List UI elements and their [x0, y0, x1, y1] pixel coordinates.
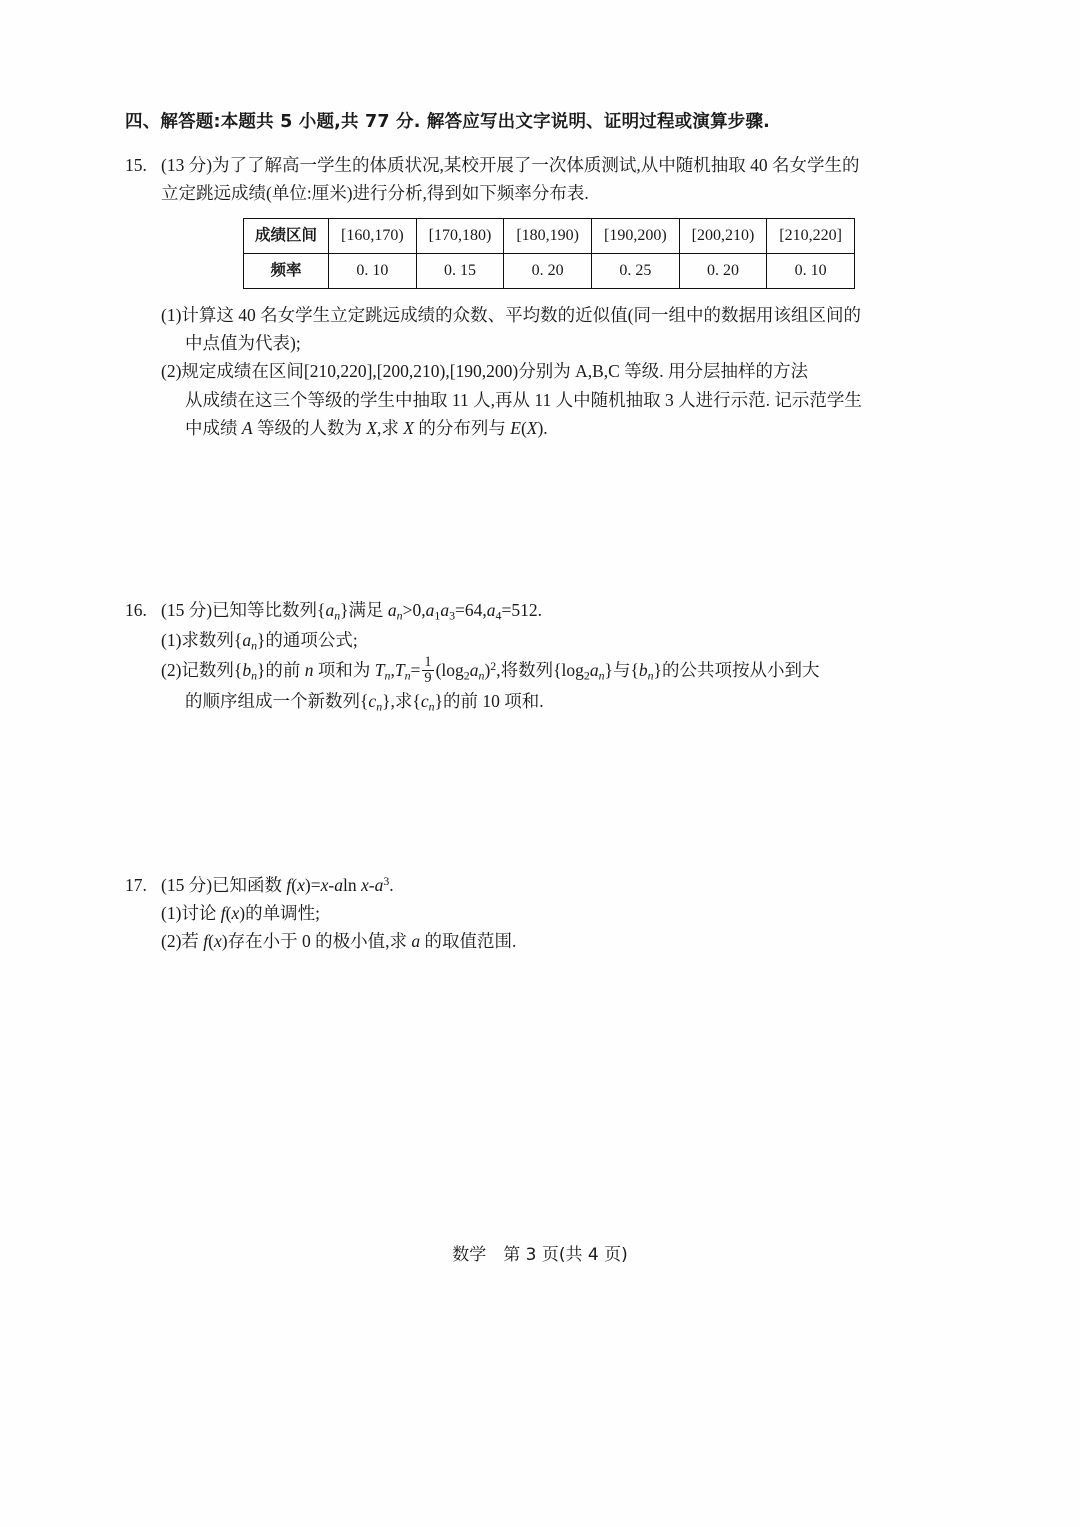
question-16-number: 16.	[125, 600, 147, 621]
section-heading: 四、解答题:本题共 5 小题,共 77 分. 解答应写出文字说明、证明过程或演算步骤.	[125, 112, 771, 132]
table-header-interval: 成绩区间	[244, 218, 329, 253]
question-17-stem	[125, 871, 955, 899]
q16p2-tn-formula: $T_n,T_n=$ $\frac{1}{9}$ $(\log_2a_n)^2$	[374, 654, 497, 687]
question-15-part-2-text-1: 规定成绩在区间[210,220],[200,210),[190,200)分别为 A,B,C 等级. 用分层抽样的方法	[181, 361, 808, 382]
q15p2-var-a: A	[241, 418, 253, 439]
q16p2-seq-b: $\{b_n\}$	[233, 659, 266, 682]
question-16-stem	[125, 596, 955, 626]
question-15-part-2-line-3	[125, 414, 955, 442]
question-15	[125, 151, 955, 442]
q15p2-l3-tail: (X).	[520, 418, 548, 439]
q16p2-set-c2: $\{c_n\}$	[412, 691, 443, 714]
question-16-part-1-label: (1)	[161, 630, 182, 651]
q16p2-b: 的前	[265, 659, 305, 680]
table-cell-bin-4: [200,210)	[679, 218, 767, 253]
table-cell-freq-5: 0. 10	[767, 253, 855, 288]
question-17-part-1-text: 讨论 f(x)的单调性;	[181, 903, 320, 924]
table-cell-freq-0: 0. 10	[329, 253, 417, 288]
question-16-part-1	[125, 626, 955, 656]
table-cell-freq-1: 0. 15	[416, 253, 504, 288]
q16p2-set-log: $\{\log_2a_n\}$	[553, 659, 613, 682]
question-17-score: (15 分)	[161, 874, 213, 895]
question-15-score: (13 分)	[161, 155, 213, 175]
question-15-stem-line-2: 立定跳远成绩(单位:厘米)进行分析,得到如下频率分布表.	[161, 183, 589, 204]
question-16-score: (15 分)	[161, 600, 213, 621]
table-cell-bin-0: [160,170)	[329, 218, 417, 253]
frequency-table-wrapper	[243, 218, 955, 289]
q16p2-set-c: $\{c_n\}$	[360, 691, 391, 714]
table-cell-freq-2: 0. 20	[504, 253, 592, 288]
q16p2-l2-a: 的顺序组成一个新数列	[185, 691, 360, 712]
question-15-part-2-line-2: 从成绩在这三个等级的学生中抽取 11 人,再从 11 人中随机抽取 3 人进行示范. 记示范学生	[185, 389, 862, 410]
frequency-distribution-table	[243, 218, 855, 289]
table-cell-bin-1: [170,180)	[416, 218, 504, 253]
table-cell-freq-3: 0. 25	[591, 253, 679, 288]
question-17-stem-text: 已知函数 f(x)=x-aln $x-a^3$.	[212, 873, 394, 895]
question-15-stem-line-1	[125, 151, 955, 179]
question-15-part-1-label: (1)	[161, 304, 182, 325]
question-16-stem-text: 已知等比数列$\{a_n\}$满足 $a_n>0,a_1a_3=64,a_4=512$.	[212, 600, 542, 623]
page-content	[125, 108, 955, 960]
question-17-part-2-text: 若 f(x)存在小于 0 的极小值,求 a 的取值范围.	[181, 931, 517, 952]
question-15-part-2-line-1	[125, 357, 955, 385]
q16p2-n: n	[304, 659, 314, 680]
question-15-part-2-label: (2)	[161, 361, 182, 382]
question-15-part-1-line-2: 中点值为代表);	[185, 333, 301, 354]
q15p2-l3-mid2: ,求	[377, 418, 404, 439]
question-17-part-2-label: (2)	[161, 931, 182, 952]
table-header-frequency: 频率	[244, 253, 329, 288]
question-16-part-1-text: 求数列$\{a_n\}$的通项公式;	[181, 630, 358, 653]
question-17-number: 17.	[125, 874, 147, 895]
q15p2-l3-pre: 中成绩	[185, 418, 242, 439]
q16p2-l2-b: ,求	[390, 691, 413, 712]
q15p2-var-e: E	[510, 418, 521, 439]
question-16-part-2-line-1	[125, 656, 955, 688]
question-16	[125, 596, 955, 716]
table-cell-freq-4: 0. 20	[679, 253, 767, 288]
table-cell-bin-2: [180,190)	[504, 218, 592, 253]
q16p2-c: 项和为	[313, 659, 375, 680]
q15p2-var-x2: X	[403, 418, 414, 439]
q16p2-f: 的公共项按从小到大	[661, 659, 820, 680]
q16p2-set-b: $\{b_n\}$	[630, 659, 662, 682]
question-15-number: 15.	[125, 155, 147, 175]
table-row-frequencies	[244, 253, 855, 288]
question-15-part-1-line-1	[125, 301, 955, 329]
question-15-stem-text-1: 为了了解高一学生的体质状况,某校开展了一次体质测试,从中随机抽取 40 名女学生的	[212, 155, 860, 175]
q16p2-d: ,将数列	[496, 659, 554, 680]
table-row-bins	[244, 218, 855, 253]
question-17-part-1-label: (1)	[161, 903, 182, 924]
q16p2-l2-c: 的前 10 项和.	[442, 691, 544, 712]
question-16-part-2-line-2	[125, 687, 955, 717]
table-cell-bin-5: [210,220]	[767, 218, 855, 253]
page-footer-text: 数学 第 3 页(共 4 页)	[452, 1245, 628, 1265]
answer-space-16	[125, 721, 955, 871]
question-17	[125, 871, 955, 956]
answer-space-15	[125, 446, 955, 596]
question-17-part-2	[125, 927, 955, 955]
question-17-part-1	[125, 899, 955, 927]
question-16-part-2-label: (2)	[161, 659, 182, 680]
q16p2-e: 与	[612, 659, 631, 680]
fraction-one-ninth: $\frac{1}{9}$	[424, 654, 432, 687]
question-15-part-1-text-1: 计算这 40 名女学生立定跳远成绩的众数、平均数的近似值(同一组中的数据用该组区间的	[181, 304, 861, 325]
q15p2-l3-end: 的分布列与	[413, 418, 511, 439]
q15p2-var-x: X	[366, 418, 378, 439]
q16p2-a: 记数列	[181, 659, 234, 680]
page-footer	[0, 1240, 1080, 1265]
table-cell-bin-3: [190,200)	[591, 218, 679, 253]
q15p2-l3-mid: 等级的人数为	[252, 418, 367, 439]
